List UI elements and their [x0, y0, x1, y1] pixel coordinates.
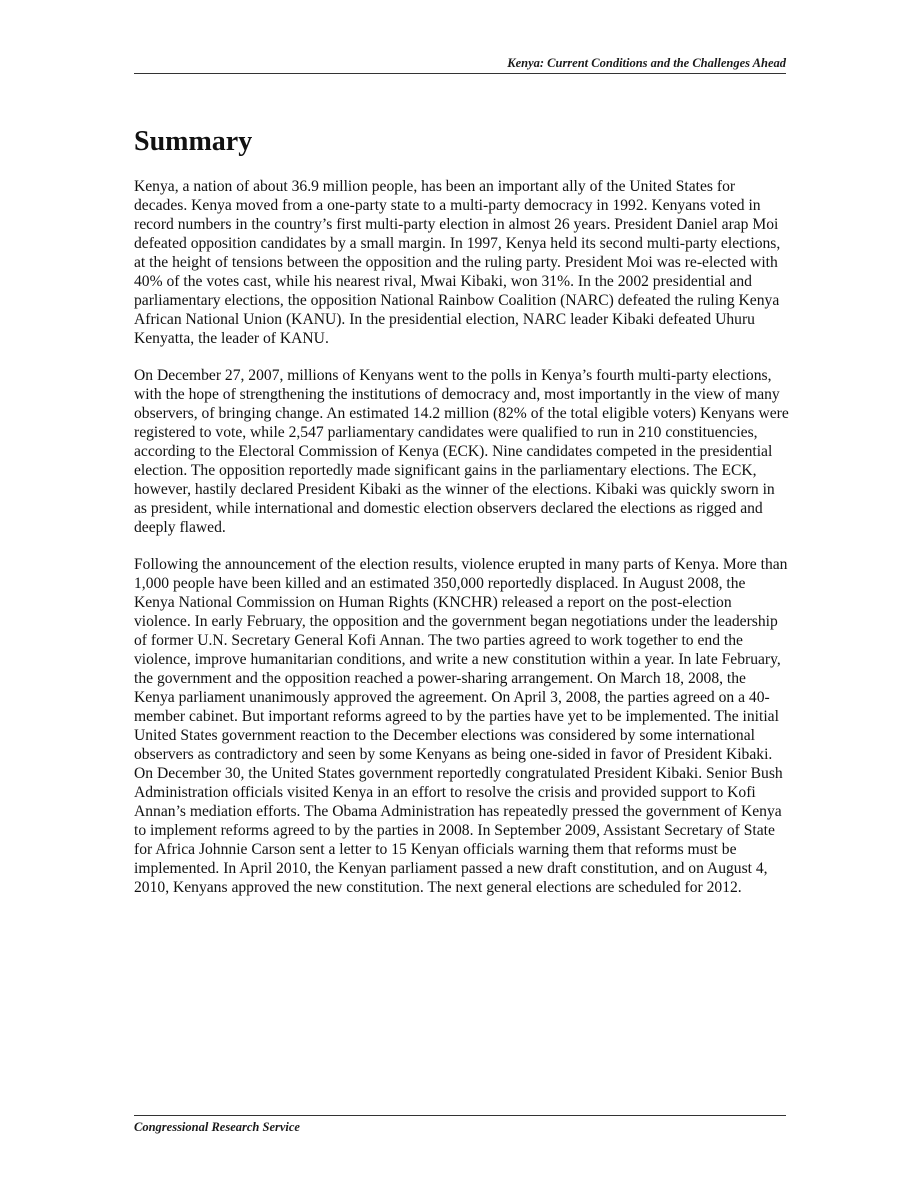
summary-paragraph-1: Kenya, a nation of about 36.9 million people, has been an important ally of the United States for decades. Kenya moved from a one-party state to a multi-party democracy in 1992. Kenyans voted in record numbers in the country’s first multi-party election in almost 26 years. President Daniel arap Moi defeated opposition candidates by a small margin. In 1997, Kenya held its second multi-party elections, at the height of tensions between the opposition and the ruling party. President Moi was re-elected with 40% of the votes cast, while his nearest rival, Mwai Kibaki, won 31%. In the 2002 presidential and parliamentary elections, the opposition National Rainbow Coalition (NARC) defeated the ruling Kenya African National Union (KANU). In the presidential election, NARC leader Kibaki defeated Uhuru Kenyatta, the leader of KANU.	[134, 178, 781, 347]
header-divider	[134, 73, 786, 74]
running-header: Kenya: Current Conditions and the Challenges Ahead	[507, 56, 786, 70]
section-title: Summary	[134, 126, 253, 157]
summary-paragraph-2: On December 27, 2007, millions of Kenyans went to the polls in Kenya’s fourth multi-party elections, with the hope of strengthening the institutions of democracy and, most importantly in the view of many observers, of bringing change. An estimated 14.2 million (82% of the total eligible voters) Kenyans were registered to vote, while 2,547 parliamentary candidates were qualified to run in 210 constituencies, according to the Electoral Commission of Kenya (ECK). Nine candidates competed in the presidential election. The opposition reportedly made significant gains in the parliamentary elections. The ECK, however, hastily declared President Kibaki as the winner of the elections. Kibaki was quickly sworn in as president, while international and domestic election observers declared the elections as rigged and deeply flawed.	[134, 367, 789, 536]
summary-paragraph-3: Following the announcement of the election results, violence erupted in many parts of Kenya. More than 1,000 people have been killed and an estimated 350,000 reportedly displaced. In August 2008, the Kenya National Commission on Human Rights (KNCHR) released a report on the post-election violence. In early February, the opposition and the government began negotiations under the leadership of former U.N. Secretary General Kofi Annan. The two parties agreed to work together to end the violence, improve humanitarian conditions, and write a new constitution within a year. In late February, the government and the opposition reached a power-sharing arrangement. On March 18, 2008, the Kenya parliament unanimously approved the agreement. On April 3, 2008, the parties agreed on a 40-member cabinet. But important reforms agreed to by the parties have yet to be implemented. The initial United States government reaction to the December elections was considered by some international observers as contradictory and seen by some Kenyans as being one-sided in favor of President Kibaki. On December 30, the United States government reportedly congratulated President Kibaki. Senior Bush Administration officials visited Kenya in an effort to resolve the crisis and provided support to Kofi Annan’s mediation efforts. The Obama Administration has repeatedly pressed the government of Kenya to implement reforms agreed to by the parties in 2008. In September 2009, Assistant Secretary of State for Africa Johnnie Carson sent a letter to 15 Kenyan officials warning them that reforms must be implemented. In April 2010, the Kenyan parliament passed a new draft constitution, and on August 4, 2010, Kenyans approved the new constitution. The next general elections are scheduled for 2012.	[134, 556, 788, 896]
running-footer: Congressional Research Service	[134, 1120, 300, 1134]
summary-body	[134, 177, 790, 915]
footer-divider	[134, 1115, 786, 1116]
